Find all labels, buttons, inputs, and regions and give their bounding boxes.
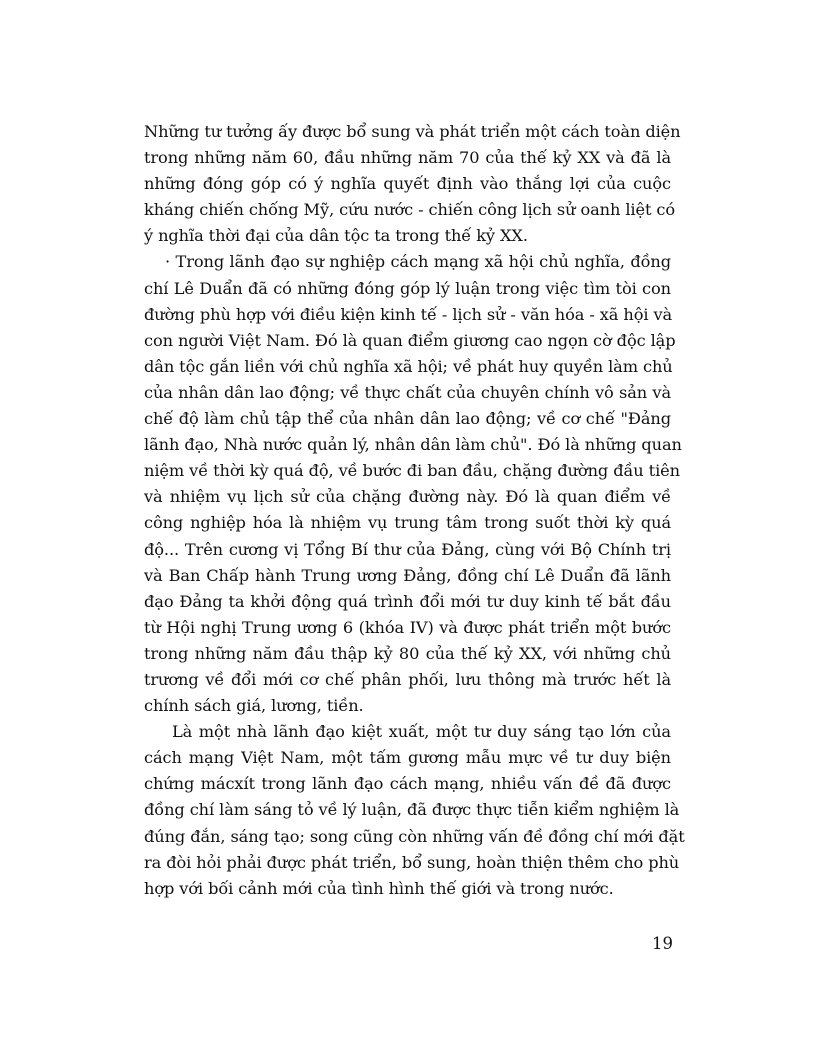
text-line: đường phù hợp với điều kiện kinh tế - lịch sử - văn hóa - xã hội và xyxy=(144,304,673,324)
text-line: ý nghĩa thời đại của dân tộc ta trong thế kỷ XX. xyxy=(144,226,528,246)
paragraph xyxy=(144,719,685,902)
text-line: niệm về thời kỳ quá độ, về bước đi ban đầu, chặng đường đầu tiên xyxy=(144,461,680,481)
text-line: Những tư tưởng ấy được bổ sung và phát triển một cách toàn diện xyxy=(144,122,681,141)
text-line: chế độ làm chủ tập thể của nhân dân lao động; về cơ chế "Đảng xyxy=(144,409,671,429)
text-line: cách mạng Việt Nam, một tấm gương mẫu mực về tư duy biện xyxy=(144,748,671,768)
text-line: từ Hội nghị Trung ương 6 (khóa IV) và được phát triển một bước xyxy=(144,617,671,637)
text-line: Là một nhà lãnh đạo kiệt xuất, một tư duy sáng tạo lớn của xyxy=(172,722,671,742)
text-line: hợp với bối cảnh mới của tình hình thế giới và trong nước. xyxy=(144,878,614,898)
text-line: trong những năm 60, đầu những năm 70 của thế kỷ XX và đã là xyxy=(144,148,671,168)
text-line: của nhân dân lao động; về thực chất của chuyên chính vô sản và xyxy=(144,382,671,402)
text-line: con người Việt Nam. Đó là quan điểm giương cao ngọn cờ độc lập xyxy=(144,330,676,350)
page-body xyxy=(144,119,685,902)
text-line: đúng đắn, sáng tạo; song cũng còn những vấn đề đồng chí mới đặt xyxy=(144,826,685,846)
paragraph xyxy=(144,119,681,249)
text-line: độ... Trên cương vị Tổng Bí thư của Đảng, cùng với Bộ Chính trị xyxy=(144,539,671,559)
text-line: trong những năm đầu thập kỷ 80 của thế kỷ XX, với những chủ xyxy=(144,643,671,663)
text-line: và Ban Chấp hành Trung ương Đảng, đồng chí Lê Duẩn đã lãnh xyxy=(144,565,671,585)
text-line: những đóng góp có ý nghĩa quyết định vào thắng lợi của cuộc xyxy=(144,174,671,194)
paragraph xyxy=(144,249,682,719)
text-line: lãnh đạo, Nhà nước quản lý, nhân dân làm chủ". Đó là những quan xyxy=(144,435,682,455)
text-line: và nhiệm vụ lịch sử của chặng đường này. Đó là quan điểm về xyxy=(144,487,671,507)
text-line: công nghiệp hóa là nhiệm vụ trung tâm trong suốt thời kỳ quá xyxy=(144,513,671,533)
text-line: ra đòi hỏi phải được phát triển, bổ sung, hoàn thiện thêm cho phù xyxy=(144,852,680,872)
text-line: chính sách giá, lương, tiền. xyxy=(144,696,364,716)
text-line: trương về đổi mới cơ chế phân phối, lưu thông mà trước hết là xyxy=(144,669,671,689)
text-line: chứng mácxít trong lãnh đạo cách mạng, nhiều vấn đề đã được xyxy=(144,774,671,794)
text-line: · Trong lãnh đạo sự nghiệp cách mạng xã hội chủ nghĩa, đồng xyxy=(165,252,671,272)
text-line: đạo Đảng ta khởi động quá trình đổi mới tư duy kinh tế bắt đầu xyxy=(144,591,671,611)
text-line: dân tộc gắn liền với chủ nghĩa xã hội; về phát huy quyền làm chủ xyxy=(144,356,673,376)
page-number: 19 xyxy=(652,934,673,953)
text-line: đồng chí làm sáng tỏ về lý luận, đã được thực tiễn kiểm nghiệm là xyxy=(144,800,680,820)
text-line: kháng chiến chống Mỹ, cứu nước - chiến công lịch sử oanh liệt có xyxy=(144,200,676,220)
text-line: chí Lê Duẩn đã có những đóng góp lý luận trong việc tìm tòi con xyxy=(144,278,671,298)
